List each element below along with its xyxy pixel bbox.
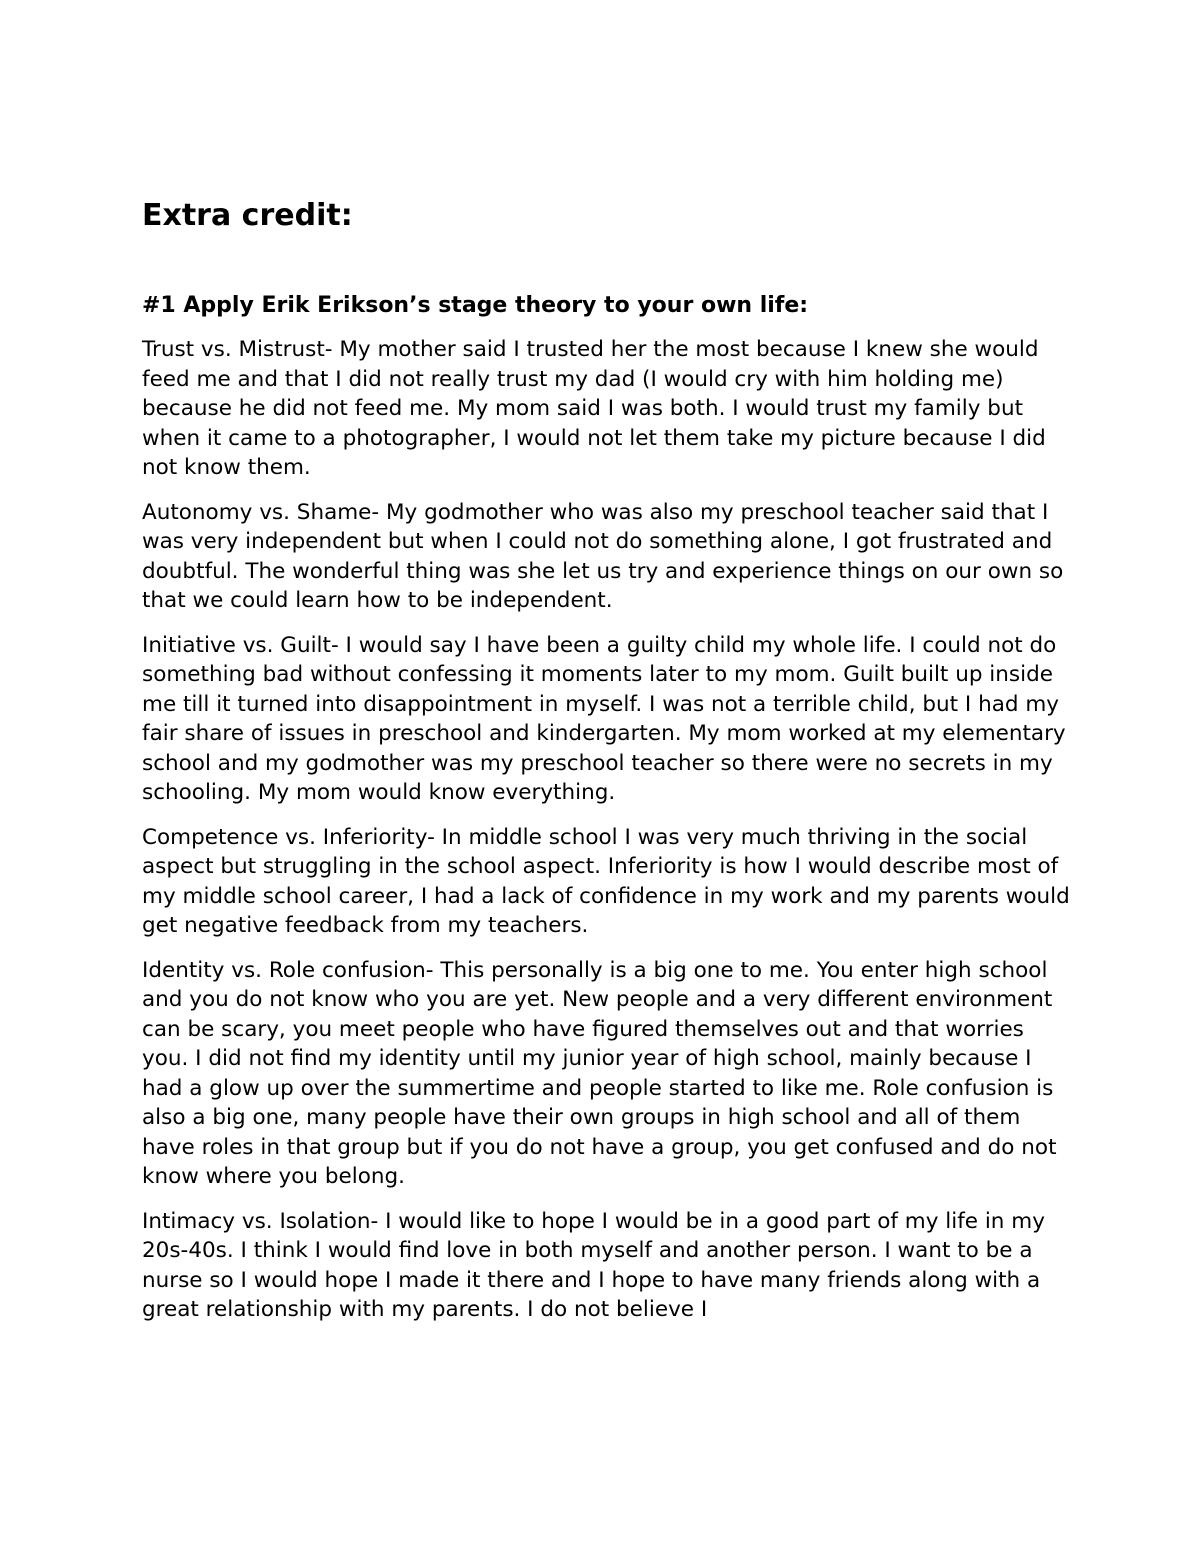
document-title: Extra credit: [142,198,353,233]
paragraph-competence-vs-inferiority: Competence vs. Inferiority- In middle school I was very much thriving in the social aspect but struggling in the school aspect. Inferiority is how I would describe most of my middle school career, I had a lack of confidence in my work and my parents would get negative feedback from my teachers. [142,824,1070,938]
paragraph-trust-vs-mistrust: Trust vs. Mistrust- My mother said I trusted her the most because I knew she would feed me and that I did not really trust my dad (I would cry with him holding me) because he did not feed me. My mom said I was both. I would trust my family but when it came to a photographer, I would not let them take my picture because I did not know them. [142,337,1046,480]
paragraph-identity-vs-role-confusion: Identity vs. Role confusion- This personally is a big one to me. You enter high school and you do not know who you are yet. New people and a very different environment can be scary, you meet people who have figured themselves out and that worries you. I did not find my identity until my junior year of high school, mainly because I had a glow up over the summertime and people started to like me. Role confusion is also a big one, many people have their own groups in high school and all of them have roles in that group but if you do not have a group, you get confused and do not know where you belong. [142,957,1057,1189]
paragraph-initiative-vs-guilt: Initiative vs. Guilt- I would say I have been a guilty child my whole life. I could not do something bad without confessing it moments later to my mom. Guilt built up inside me till it turned into disappointment in myself. I was not a terrible child, but I had my fair share of issues in preschool and kindergarten. My mom worked at my elementary school and my godmother was my preschool teacher so there were no secrets in my schooling. My mom would know everything. [142,632,1066,805]
paragraph-intimacy-vs-isolation: Intimacy vs. Isolation- I would like to hope I would be in a good part of my life in my 20s-40s. I think I would find love in both myself and another person. I want to be a nurse so I would hope I made it there and I hope to have many friends along with a great relationship with my parents. I do not believe I [142,1208,1045,1322]
paragraph-autonomy-vs-shame: Autonomy vs. Shame- My godmother who was also my preschool teacher said that I was very independent but when I could not do something alone, I got frustrated and doubtful. The wonderful thing was she let us try and experience things on our own so that we could learn how to be independent. [142,499,1064,613]
question-heading: #1 Apply Erik Erikson’s stage theory to your own life: [142,293,809,318]
document-body [142,196,1072,1340]
